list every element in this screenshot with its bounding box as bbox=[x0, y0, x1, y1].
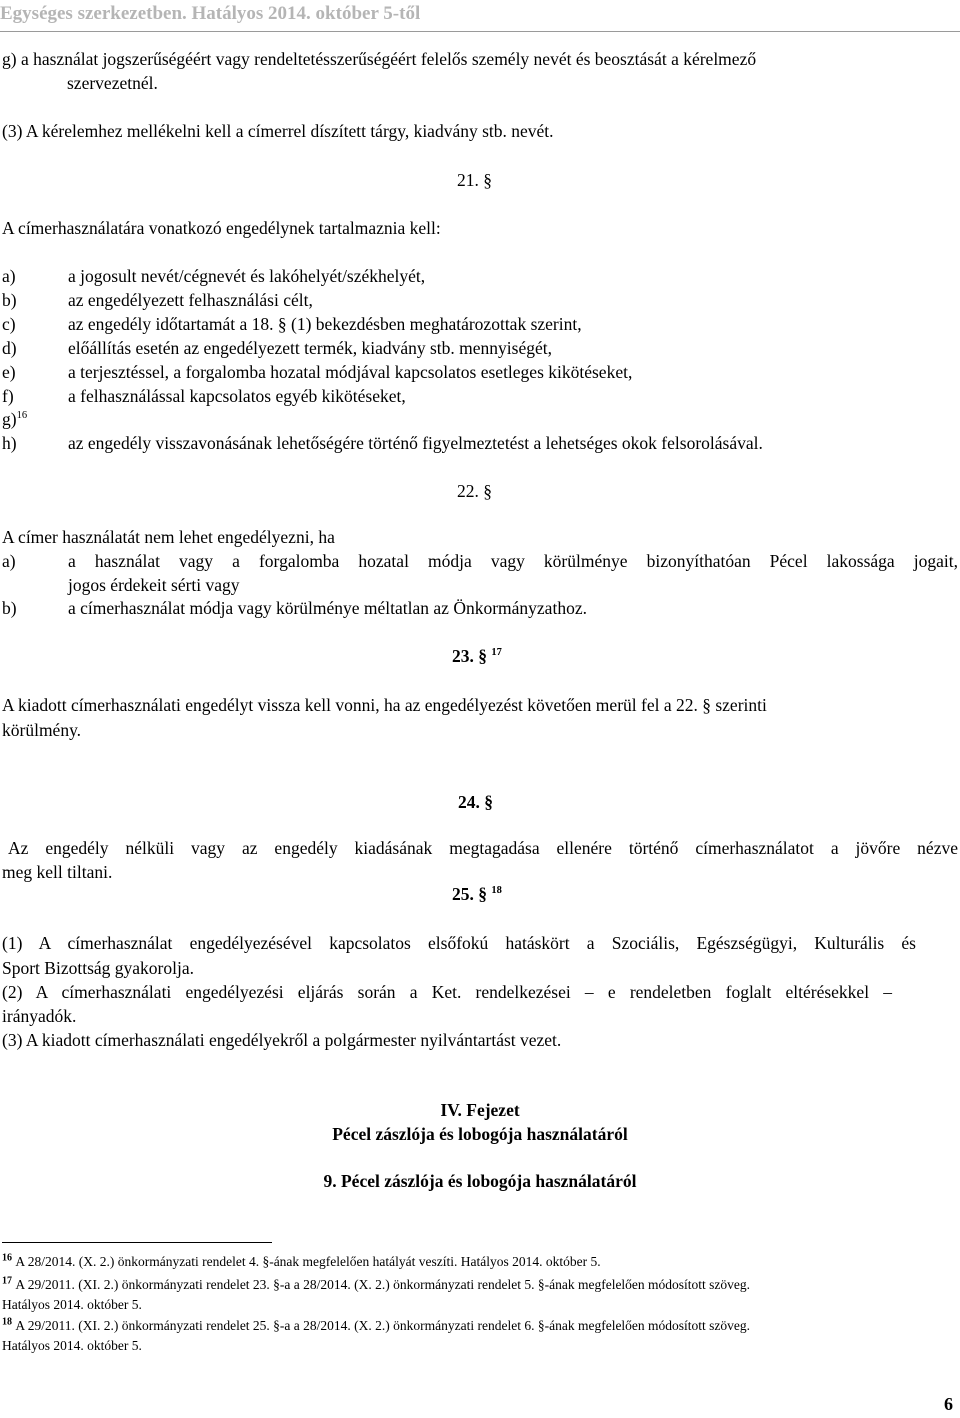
section-24-heading: 24. § bbox=[458, 792, 493, 812]
list-label: h) bbox=[2, 433, 17, 453]
list-label: a) bbox=[2, 551, 16, 571]
section-25-p2-line2: irányadók. bbox=[2, 1006, 77, 1026]
footnote-separator bbox=[2, 1242, 272, 1243]
list-item: a jogosult nevét/cégnevét és lakóhelyét/székhelyét, bbox=[68, 266, 426, 286]
list-item: az engedélyezett felhasználási célt, bbox=[68, 290, 313, 310]
footnote-ref-18: 18 bbox=[491, 885, 502, 897]
section-22-b: a címerhasználat módja vagy körülménye méltatlan az Önkormányzathoz. bbox=[68, 598, 587, 618]
footnote-number: 17 bbox=[2, 1275, 12, 1287]
footnote-16 bbox=[2, 1254, 601, 1270]
section-25-p1-line1: (1) A címerhasználat engedélyezésével kapcsolatos elsőfokú hatáskört a Szociális, Egészségügyi, Kulturális és bbox=[2, 933, 916, 953]
footnote-number: 16 bbox=[2, 1252, 12, 1264]
section-25-heading bbox=[452, 884, 502, 905]
section-22-heading: 22. § bbox=[457, 481, 492, 501]
footnote-number: 18 bbox=[2, 1316, 12, 1328]
section-21-heading: 21. § bbox=[457, 170, 492, 190]
footnote-ref-16: 16 bbox=[16, 410, 28, 422]
footnote-18-line2: Hatályos 2014. október 5. bbox=[2, 1338, 142, 1353]
list-item: az engedély időtartamát a 18. § (1) bekezdésben meghatározottak szerint, bbox=[68, 314, 582, 334]
section-24-line1: Az engedély nélküli vagy az engedély kiadásának megtagadása ellenére történő címerhasználatot a jövőre nézve bbox=[8, 838, 958, 858]
header-rule bbox=[0, 31, 960, 32]
section-23-heading-text: 23. § bbox=[452, 646, 487, 666]
section-23-heading bbox=[452, 646, 502, 667]
list-label: f) bbox=[2, 386, 14, 406]
list-item-g bbox=[2, 409, 27, 430]
list-label: g) bbox=[2, 409, 17, 429]
footnote-18 bbox=[2, 1318, 750, 1334]
section-22-a-line1: a használat vagy a forgalomba hozatal módja vagy körülménye bizonyíthatóan Pécel lakossága jogait, bbox=[68, 551, 958, 571]
footnote-text: A 29/2011. (XI. 2.) önkormányzati rendelet 25. §-a a 28/2014. (X. 2.) önkormányzati rendelet 6. §-ának megfelelően módosított szöveg. bbox=[15, 1318, 751, 1333]
section-25-p2-line1: (2) A címerhasználati engedélyezési eljárás során a Ket. rendelkezései – e rendeletben foglalt eltérésekkel – bbox=[2, 982, 892, 1002]
chapter-title: Pécel zászlója és lobogója használatáról bbox=[332, 1124, 628, 1144]
section-25-p1-line2: Sport Bizottság gyakorolja. bbox=[2, 958, 194, 978]
list-label: d) bbox=[2, 338, 17, 358]
list-item: előállítás esetén az engedélyezett termék, kiadvány stb. mennyiségét, bbox=[68, 338, 552, 358]
list-item: a felhasználással kapcsolatos egyéb kikötéseket, bbox=[68, 386, 406, 406]
item-g-line2: szervezetnél. bbox=[67, 73, 158, 93]
list-label: b) bbox=[2, 290, 17, 310]
section-25-p3: (3) A kiadott címerhasználati engedélyekről a polgármester nyilvántartást vezet. bbox=[2, 1030, 562, 1050]
list-item: a terjesztéssel, a forgalomba hozatal módjával kapcsolatos esetleges kikötéseket, bbox=[68, 362, 633, 382]
chapter-number: IV. Fejezet bbox=[440, 1100, 520, 1120]
footnote-text: A 29/2011. (XI. 2.) önkormányzati rendelet 23. §-a a 28/2014. (X. 2.) önkormányzati rendelet 5. §-ának megfelelően módosított szöveg. bbox=[15, 1277, 751, 1292]
footnote-text: A 28/2014. (X. 2.) önkormányzati rendelet 4. §-ának megfelelően hatályát veszíti. Hatályos 2014. október 5. bbox=[15, 1254, 601, 1269]
paragraph-3: (3) A kérelemhez mellékelni kell a címerrel díszített tárgy, kiadvány stb. nevét. bbox=[2, 121, 554, 141]
list-label: c) bbox=[2, 314, 16, 334]
item-g-line1: g) a használat jogszerűségéért vagy rendeltetésszerűségéért felelős személy nevét és beosztását a kérelmező bbox=[2, 49, 757, 69]
footnote-17-line2: Hatályos 2014. október 5. bbox=[2, 1297, 142, 1312]
section-22-lead: A címer használatát nem lehet engedélyezni, ha bbox=[2, 527, 335, 547]
running-header: Egységes szerkezetben. Hatályos 2014. október 5-től bbox=[0, 3, 421, 24]
footnote-ref-17: 17 bbox=[491, 647, 502, 659]
section-21-lead: A címerhasználatára vonatkozó engedélynek tartalmaznia kell: bbox=[2, 218, 441, 238]
footnote-17 bbox=[2, 1277, 750, 1293]
section-25-heading-text: 25. § bbox=[452, 884, 487, 904]
section-23-line1: A kiadott címerhasználati engedélyt vissza kell vonni, ha az engedélyezést követően merül fel a 22. § szerinti bbox=[2, 695, 767, 715]
list-item: az engedély visszavonásának lehetőségére történő figyelmeztetést a lehetséges okok felsorolásával. bbox=[68, 433, 763, 453]
page-number: 6 bbox=[944, 1394, 953, 1414]
list-label: e) bbox=[2, 362, 16, 382]
section-23-line2: körülmény. bbox=[2, 720, 82, 740]
section-22-a-line2: jogos érdekeit sérti vagy bbox=[68, 575, 240, 595]
section-24-line2: meg kell tiltani. bbox=[2, 862, 113, 882]
chapter-subtitle: 9. Pécel zászlója és lobogója használatáról bbox=[323, 1171, 637, 1191]
list-label: a) bbox=[2, 266, 16, 286]
list-label: b) bbox=[2, 598, 17, 618]
